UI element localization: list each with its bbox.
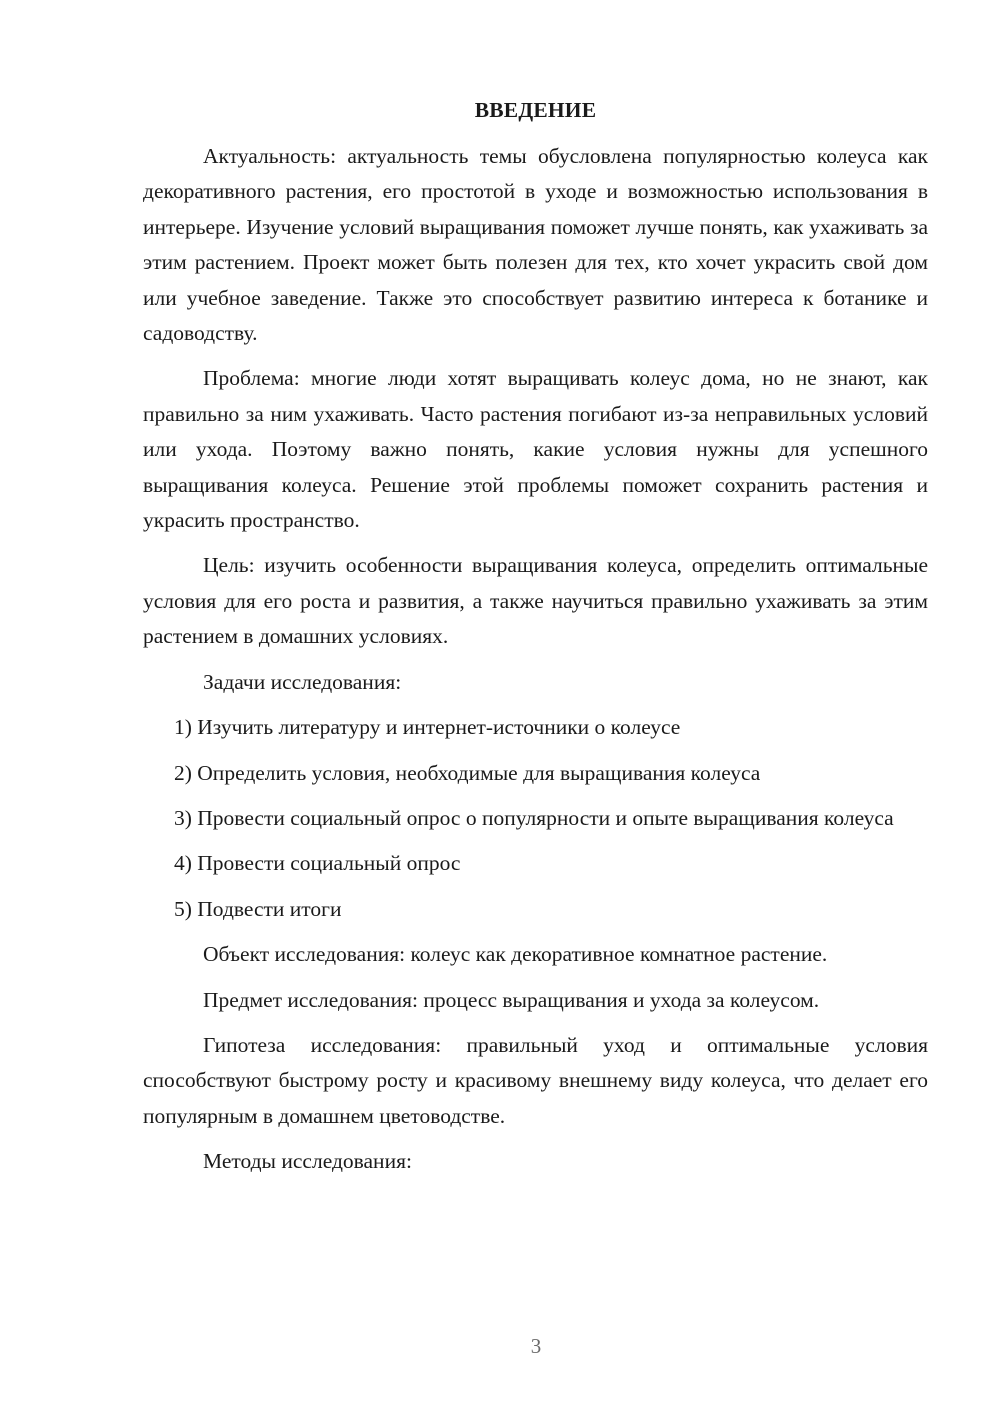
- task-item: 4) Провести социальный опрос: [174, 851, 461, 876]
- goal-paragraph: Цель: изучить особенности выращивания колеуса, определить оптимальные условия для его роста и развития, а также научиться правильно ухаживать за этим растением в домашних условиях.: [143, 553, 928, 649]
- object-paragraph: Объект исследования: колеус как декоративное комнатное растение.: [203, 942, 828, 967]
- section-title: ВВЕДЕНИЕ: [474, 98, 597, 122]
- task-item: 5) Подвести итоги: [174, 896, 342, 921]
- relevance-paragraph: Актуальность: актуальность темы обусловлена популярностью колеуса как декоративного растения, его простотой в уходе и возможностью использования в интерьере. Изучение условий выращивания поможет лучше понять, как ухаживать за этим растением. Проект может быть полезен для тех, кто хочет украсить свой дом или учебное заведение. Также это способствует развитию интереса к ботанике и садоводству.: [143, 144, 928, 346]
- task-item: 3) Провести социальный опрос о популярности и опыте выращивания колеуса: [174, 805, 894, 830]
- page-number: 3: [530, 1334, 542, 1358]
- subject-paragraph: Предмет исследования: процесс выращивания и ухода за колеусом.: [203, 987, 820, 1012]
- methods-heading: Методы исследования:: [203, 1149, 412, 1174]
- task-item: 2) Определить условия, необходимые для выращивания колеуса: [174, 760, 761, 785]
- tasks-heading: Задачи исследования:: [203, 669, 402, 694]
- hypothesis-paragraph: Гипотеза исследования: правильный уход и оптимальные условия способствуют быстрому росту и красивому внешнему виду колеуса, что делает его популярным в домашнем цветоводстве.: [143, 1032, 928, 1128]
- page-content: [143, 96, 928, 1190]
- task-item: 1) Изучить литературу и интернет-источники о колеусе: [174, 715, 681, 740]
- problem-paragraph: Проблема: многие люди хотят выращивать колеус дома, но не знают, как правильно за ним ухаживать. Часто растения погибают из-за неправильных условий или ухода. Поэтому важно понять, какие условия нужны для успешного выращивания колеуса. Решение этой проблемы поможет сохранить растения и украсить пространство.: [143, 366, 928, 533]
